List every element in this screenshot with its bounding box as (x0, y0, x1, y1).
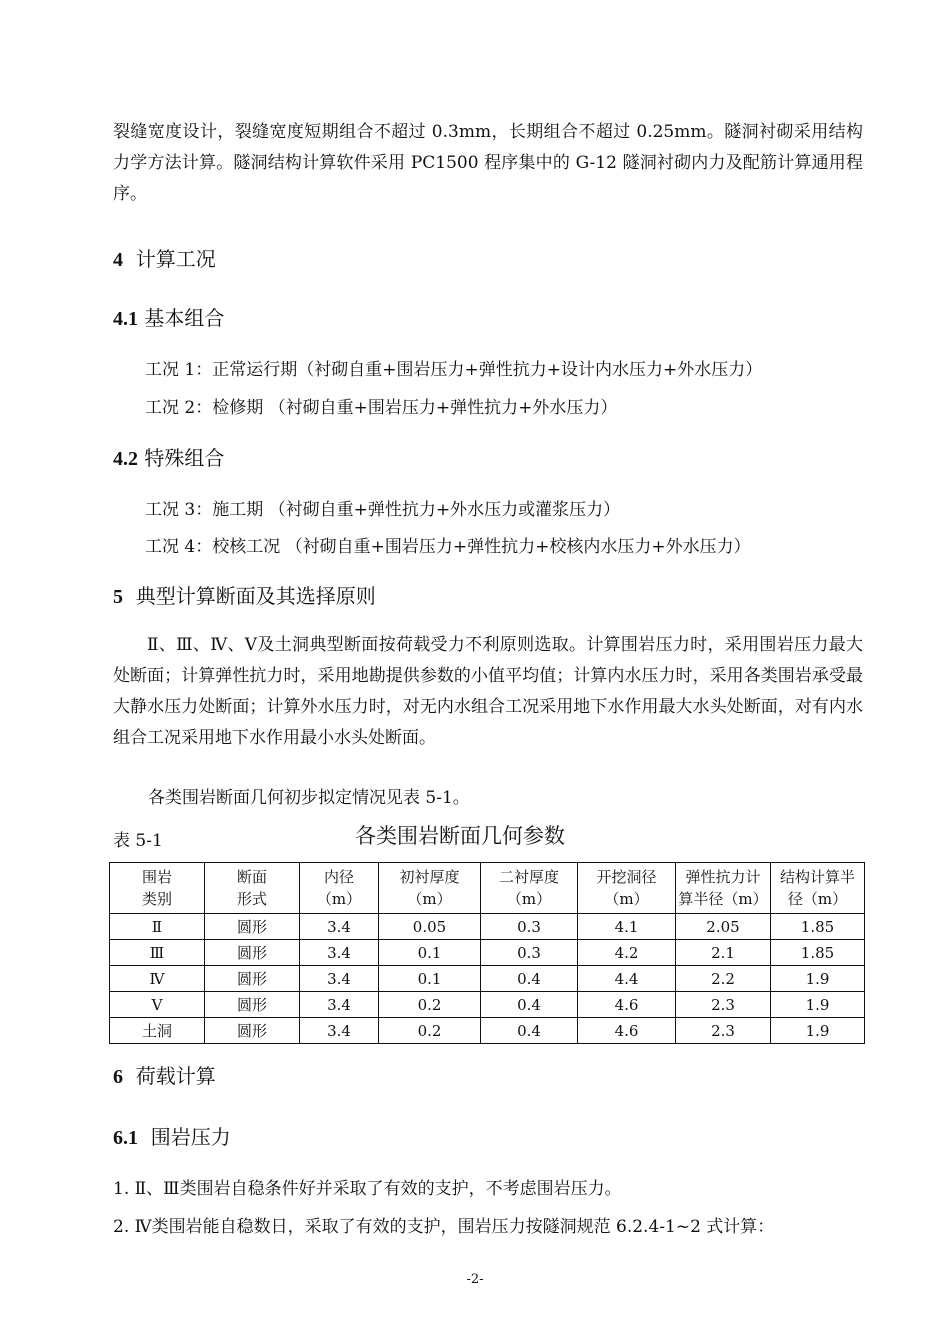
section-title: 基本组合 (144, 306, 225, 330)
table-cell: 3.4 (300, 992, 379, 1018)
table-cell: 3.4 (300, 940, 379, 966)
table-cell: 1.9 (771, 1018, 865, 1044)
table-cell: 2.3 (676, 992, 771, 1018)
table-cell: 圆形 (205, 992, 300, 1018)
section-6-1-heading (113, 1121, 231, 1150)
section-number: 5 (113, 586, 123, 608)
table-cell: 0.3 (481, 914, 578, 940)
column-header-line: （m） (407, 890, 452, 908)
column-header (481, 863, 578, 914)
column-header (300, 863, 379, 914)
case-1-line: 工况 1：正常运行期（衬砌自重+围岩压力+弹性抗力+设计内水压力+外水压力） (145, 360, 763, 380)
table-cell: 0.2 (379, 992, 481, 1018)
section-number: 6.1 (113, 1127, 138, 1149)
table-cell: 1.9 (771, 992, 865, 1018)
column-header-line: 初衬厚度 (399, 868, 460, 886)
table-cell: 0.4 (481, 1018, 578, 1044)
table-label: 表 5-1 (113, 831, 163, 851)
table-reference-note: 各类围岩断面几何初步拟定情况见表 5-1。 (148, 788, 470, 808)
table-cell: 0.3 (481, 940, 578, 966)
section-number: 6 (113, 1066, 123, 1088)
table-cell: 3.4 (300, 914, 379, 940)
table-cell: 1.9 (771, 966, 865, 992)
column-header-line: 断面 (236, 868, 267, 886)
section-title: 计算工况 (135, 247, 216, 271)
table-cell: 4.6 (578, 992, 676, 1018)
table-cell: 0.1 (379, 940, 481, 966)
table-cell: 土洞 (110, 1018, 205, 1044)
table-cell: 圆形 (205, 1018, 300, 1044)
column-header-line: 算半径（m） (678, 890, 768, 908)
column-header-line: 弹性抗力计 (685, 868, 761, 886)
table-cell: 0.05 (379, 914, 481, 940)
column-header-line: 开挖洞径 (596, 868, 657, 886)
rock-section-parameters-table (109, 862, 865, 1044)
section-number: 4 (113, 249, 123, 271)
column-header-line: 形式 (236, 890, 267, 908)
table-cell: 4.6 (578, 1018, 676, 1044)
table-cell: 4.4 (578, 966, 676, 992)
section-4-2-heading (113, 442, 224, 471)
table-cell: 圆形 (205, 940, 300, 966)
section-number: 4.2 (113, 448, 138, 470)
section-6-heading (113, 1060, 216, 1089)
column-header-line: 结构计算半 (779, 868, 855, 886)
column-header-line: 二衬厚度 (498, 868, 559, 886)
section-title: 特殊组合 (144, 446, 225, 470)
table-cell: 3.4 (300, 1018, 379, 1044)
column-header-line: 内径 (323, 868, 354, 886)
table-cell: Ⅲ (110, 940, 205, 966)
table-cell: 0.2 (379, 1018, 481, 1044)
case-3-line: 工况 3：施工期 （衬砌自重+弹性抗力+外水压力或灌浆压力） (145, 500, 621, 520)
case-4-line: 工况 4：校核工况 （衬砌自重+围岩压力+弹性抗力+校核内水压力+外水压力） (145, 537, 751, 557)
case-2-line: 工况 2：检修期 （衬砌自重+围岩压力+弹性抗力+外水压力） (145, 398, 618, 418)
column-header-line: （m） (604, 890, 649, 908)
section-number: 4.1 (113, 308, 138, 330)
column-header (771, 863, 865, 914)
table-cell: 0.4 (481, 966, 578, 992)
column-header (110, 863, 205, 914)
rock-pressure-item-1: 1. Ⅱ、Ⅲ类围岩自稳条件好并采取了有效的支护，不考虑围岩压力。 (113, 1179, 622, 1199)
column-header-line: 围岩 (141, 868, 172, 886)
section-title: 典型计算断面及其选择原则 (135, 584, 376, 608)
table-cell: 4.2 (578, 940, 676, 966)
table-cell: 2.2 (676, 966, 771, 992)
table-cell: Ⅳ (110, 966, 205, 992)
column-header (205, 863, 300, 914)
column-header-line: 径（m） (787, 890, 848, 908)
table-cell: 1.85 (771, 914, 865, 940)
table-row (110, 966, 865, 992)
column-header (578, 863, 676, 914)
column-header-line: （m） (316, 890, 362, 908)
section-5-heading (113, 580, 376, 609)
column-header (676, 863, 771, 914)
table-cell: 4.1 (578, 914, 676, 940)
column-header-line: 类别 (141, 890, 172, 908)
section-title: 荷载计算 (135, 1064, 216, 1088)
section-4-1-heading (113, 302, 224, 331)
column-header-line: （m） (506, 890, 552, 908)
table-header-row (110, 863, 865, 914)
table-cell: 2.05 (676, 914, 771, 940)
section-5-paragraph: Ⅱ、Ⅲ、Ⅳ、Ⅴ及土洞典型断面按荷载受力不利原则选取。计算围岩压力时，采用围岩压力最大处断面；计算弹性抗力时，采用地勘提供参数的小值平均值；计算内水压力时，采用各类围岩承受最大静水压力处断面；计算外水压力时，对无内水组合工况采用地下水作用最大水头处断面，对有内水组合工况采用地下水作用最小水头处断面。 (113, 635, 863, 748)
table-cell: 圆形 (205, 914, 300, 940)
table-cell: Ⅱ (110, 914, 205, 940)
table-row (110, 1018, 865, 1044)
table-row (110, 940, 865, 966)
table-cell: 1.85 (771, 940, 865, 966)
section-4-heading (113, 243, 216, 272)
page-number: -2- (466, 1272, 484, 1287)
table-cell: 0.4 (481, 992, 578, 1018)
table-cell: 2.1 (676, 940, 771, 966)
table-cell: 3.4 (300, 966, 379, 992)
table-cell: 0.1 (379, 966, 481, 992)
section-title: 围岩压力 (150, 1125, 231, 1149)
rock-pressure-item-2: 2. Ⅳ类围岩能自稳数日，采取了有效的支护，围岩压力按隧洞规范 6.2.4-1~2 式计算： (113, 1217, 775, 1237)
table-row (110, 992, 865, 1018)
table-cell: 圆形 (205, 966, 300, 992)
intro-paragraph: 裂缝宽度设计，裂缝宽度短期组合不超过 0.3mm，长期组合不超过 0.25mm。隧洞衬砌采用结构力学方法计算。隧洞结构计算软件采用 PC1500 程序集中的 G-12 隧洞衬砌内力及配筋计算通用程序。 (113, 122, 863, 204)
table-title: 各类围岩断面几何参数 (355, 824, 565, 848)
table-cell: 2.3 (676, 1018, 771, 1044)
table-row (110, 914, 865, 940)
column-header (379, 863, 481, 914)
table-cell: Ⅴ (110, 992, 205, 1018)
